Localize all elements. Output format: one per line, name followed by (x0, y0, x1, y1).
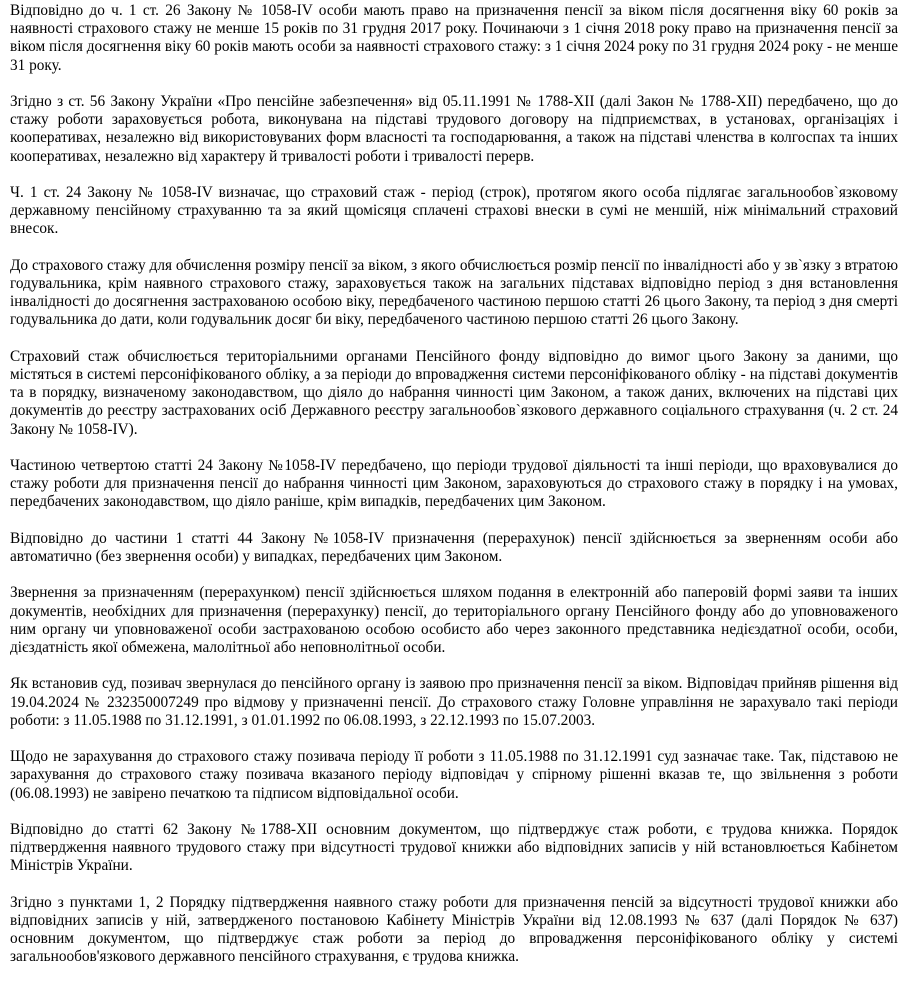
paragraph-procedure-637: Згідно з пунктами 1, 2 Порядку підтвердження наявного стажу роботи для призначення пенсій за відсутності трудової книжки або відповідних записів у ній, затвердженого постановою Кабінету Міністрів України від 12.08.1993 № 637 (далі Порядок № 637) основним документом, що підтверджує стаж роботи за період до впровадження персоніфікованого обліку у системі загальнообов'язкового державного пенсійного страхування, є трудова книжка. (10, 893, 898, 966)
paragraph-application-process: Звернення за призначенням (перерахунком) пенсії здійснюється шляхом подання в електронній або паперовій формі заяви та інших документів, необхідних для призначення (перерахунку) пенсії, до територіального органу Пенсійного фонду або до уповноваженого ним органу чи уповноваженої особи застрахованою особою особисто або через законного представника недієздатної особи, особи, дієздатність якої обмежена, малолітньої або неповнолітньої особи. (10, 584, 898, 656)
paragraph-article-24-part-4: Частиною четвертою статті 24 Закону №1058-IV передбачено, що періоди трудової діяльності та інші періоди, що враховувалися до стажу роботи для призначення пенсії до набрання чинності цим Законом, зараховуються до страхового стажу в порядку і на умовах, передбачених законодавством, що діяло раніше, крім випадків, передбачених цим Законом. (10, 457, 898, 511)
paragraph-article-44: Відповідно до частини 1 статті 44 Закону №1058-IV призначення (перерахунок) пенсії здійснюється за зверненням особи або автоматично (без звернення особи) у випадках, передбачених цим Законом. (10, 529, 898, 565)
paragraph-work-experience-law: Згідно з ст. 56 Закону України «Про пенсійне забезпечення» від 05.11.1991 № 1788-XII (далі Закон № 1788-XII) передбачено, що до стажу роботи зараховується робота, виконувана на підставі трудового договору на підприємствах, в установах, організаціях і кооперативах, незалежно від використовуваних форм власності та господарювання, а також на підставі членства в колгоспах та інших кооперативах, незалежно від характеру й тривалості роботи і тривалості перерв. (10, 93, 898, 165)
paragraph-article-62: Відповідно до статті 62 Закону №1788-XII основним документом, що підтверджує стаж роботи, є трудова книжка. Порядок підтвердження наявного трудового стажу при відсутності трудової книжки або відповідних записів у ній встановлюється Кабінетом Міністрів України. (10, 820, 898, 875)
paragraph-age-requirement: Відповідно до ч. 1 ст. 26 Закону № 1058-IV особи мають право на призначення пенсії за віком після досягнення віку 60 років за наявності страхового стажу не менше 15 років по 31 грудня 2017 року. Починаючи з 1 січня 2018 року право на призначення пенсії за віком після досягнення віку 60 років мають особи за наявності страхового стажу: з 1 січня 2024 року по 31 грудня 2024 року - не менше 31 року. (10, 2, 898, 74)
paragraph-insurance-definition: Ч. 1 ст. 24 Закону № 1058-IV визначає, що страховий стаж - період (строк), протягом якого особа підлягає загальнообов`язковому державному пенсійному страхуванню та за який щомісяця сплачені страхові внески в сумі не меншій, ніж мінімальний страховий внесок. (10, 184, 898, 238)
paragraph-court-findings: Як встановив суд, позивач звернулася до пенсійного органу із заявою про призначення пенсії за віком. Відповідач прийняв рішення від 19.04.2024 № 232350007249 про відмову у призначенні пенсії. До страхового стажу Головне управління не зарахувало такі періоди роботи: з 11.05.1988 по 31.12.1991, з 01.01.1992 по 06.08.1993, з 22.12.1993 по 15.07.2003. (10, 675, 898, 729)
paragraph-disability-period: До страхового стажу для обчислення розміру пенсії за віком, з якого обчислюється розмір пенсії по інвалідності або у зв`язку з втратою годувальника, крім наявного страхового стажу, зараховується також на загальних підставах відповідно період з дня встановлення інвалідності до досягнення застрахованою особою віку, передбаченого частиною першою статті 26 цього Закону, та період з дня смерті годувальника до дати, коли годувальник досяг би віку, передбаченого частиною першою статті 26 цього Закону. (10, 256, 898, 329)
paragraph-stazh-calculation: Страховий стаж обчислюється територіальними органами Пенсійного фонду відповідно до вимог цього Закону за даними, що містяться в системі персоніфікованого обліку, а за періоди до впровадження системи персоніфікованого обліку - на підставі документів та в порядку, визначеному законодавством, що діяло до набрання чинності цим Законом, а також даних, включених на підставі цих документів до реєстру застрахованих осіб Державного реєстру загальнообов`язкового державного соціального страхування (ч. 2 ст. 24 Закону № 1058-IV). (10, 347, 898, 438)
document-body (10, 2, 898, 985)
paragraph-period-dispute: Щодо не зарахування до страхового стажу позивача періоду її роботи з 11.05.1988 по 31.12.1991 суд зазначає таке. Так, підставою не зарахування до страхового стажу позивача вказаного періоду відповідач у спірному рішенні вказав те, що звільнення з роботи (06.08.1993) не завірено печаткою та підписом відповідальної особи. (10, 748, 898, 802)
